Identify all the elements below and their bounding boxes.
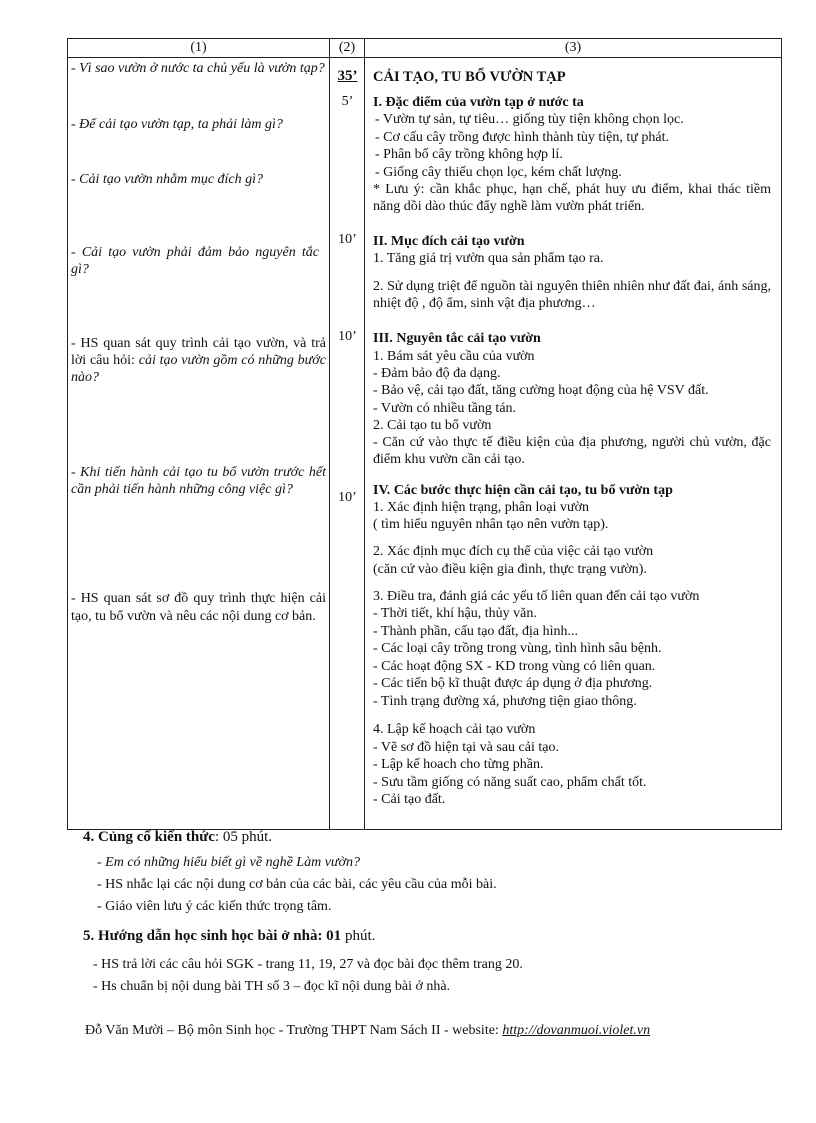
question-2: - Để cải tạo vườn tạp, ta phải làm gì?	[71, 117, 283, 132]
table-body-row	[68, 58, 782, 830]
section-3-line-5: 2. Cải tạo tu bổ vườn	[373, 418, 492, 433]
section-4-step-4-line-3: - Sưu tầm giống có năng suất cao, phẩm chất tốt.	[373, 775, 647, 790]
question-7: - HS quan sát sơ đồ quy trình thực hiện cải tạo, tu bổ vườn và nêu các nội dung cơ bản.	[71, 591, 326, 624]
homework-line-1: - HS trả lời các câu hỏi SGK - trang 11, 19, 27 và đọc bài đọc thêm trang 20.	[93, 957, 523, 972]
section-4-step-2-note: (căn cứ vào điều kiện gia đình, thực trạng vườn).	[373, 562, 647, 577]
section-1-line-3: - Phân bố cây trồng không hợp lí.	[375, 147, 563, 162]
content-column	[365, 58, 782, 830]
questions-column	[68, 58, 330, 830]
section-4-step-4-line-4: - Cải tạo đất.	[373, 792, 446, 807]
homework-heading: 5. Hướng dẫn học sinh học bài ở nhà: 01 phút.	[83, 928, 376, 944]
section-3-line-6: - Căn cứ vào thực tế điều kiện của địa phương, người chủ vườn, đặc điểm khu vườn cần cải tạo.	[373, 435, 771, 468]
section-4-step-3-line-6: - Tình trạng đường xá, phương tiện giao thông.	[373, 694, 637, 709]
section-4-step-3-line-5: - Các tiến bộ kĩ thuật được áp dụng ở địa phương.	[373, 676, 653, 691]
section-3-line-2: - Đảm bảo độ đa dạng.	[373, 366, 501, 381]
section-3-heading: III. Nguyên tắc cải tạo vườn	[373, 331, 541, 346]
homework-line-2: - Hs chuẩn bị nội dung bài TH số 3 – đọc kĩ nội dung bài ở nhà.	[93, 979, 451, 994]
section-1-line-2: - Cơ cấu cây trồng được hình thành tùy tiện, tự phát.	[375, 130, 669, 145]
question-4: - Cải tạo vườn phải đảm bảo nguyên tắc gì?	[71, 245, 319, 277]
section-4-step-4: 4. Lập kế hoạch cải tạo vườn	[373, 722, 536, 737]
website-link[interactable]: http://dovanmuoi.violet.vn	[502, 1023, 651, 1038]
section-4-step-2: 2. Xác định mục đích cụ thể của việc cải tạo vườn	[373, 544, 654, 559]
section-4-step-4-line-2: - Lập kế hoach cho từng phần.	[373, 757, 544, 772]
section-1-line-1: - Vườn tự sản, tự tiêu… giống tùy tiện không chọn lọc.	[375, 112, 684, 127]
question-6: - Khi tiến hành cải tạo tu bổ vườn trước hết cần phải tiến hành những công việc gì?	[71, 465, 326, 497]
lesson-table	[67, 38, 782, 830]
section-4-heading: IV. Các bước thực hiện cần cải tạo, tu bổ vườn tạp	[373, 483, 673, 498]
column-header-1: (1)	[68, 39, 330, 58]
question-5: - HS quan sát quy trình cải tạo vườn, và trả lời câu hỏi: cải tạo vườn gồm có những bước nào?	[71, 336, 326, 385]
section-3-line-1: 1. Bám sát yêu cầu của vườn	[373, 349, 535, 364]
footer-text: Đỗ Văn Mười – Bộ môn Sinh học - Trường THPT Nam Sách II - website:	[85, 1023, 503, 1038]
section-4-step-1: 1. Xác định hiện trạng, phân loại vườn	[373, 500, 589, 515]
section-4-step-4-line-1: - Vẽ sơ đồ hiện tại và sau cải tạo.	[373, 740, 559, 755]
page-footer	[85, 1023, 650, 1039]
question-3: - Cải tạo vườn nhằm mục đích gì?	[71, 172, 264, 187]
question-1: - Vì sao vườn ở nước ta chủ yếu là vườn tạp?	[71, 61, 325, 76]
section-2-line-2: 2. Sử dụng triệt để nguồn tài nguyên thiên nhiên như đất đai, ánh sáng, nhiệt độ , độ ẩm, sinh vật địa phương…	[373, 279, 771, 312]
consolidation-line-2: - HS nhắc lại các nội dung cơ bản của các bài, các yêu cầu của mỗi bài.	[97, 877, 497, 892]
column-header-3: (3)	[365, 39, 782, 58]
column-header-2: (2)	[330, 39, 365, 58]
section-4-step-3-line-2: - Thành phần, cấu tạo đất, địa hình...	[373, 624, 579, 639]
section-4-step-3-line-1: - Thời tiết, khí hậu, thủy văn.	[373, 606, 537, 621]
table-header-row	[68, 39, 782, 58]
consolidation-heading: 4. Củng cố kiến thức: 05 phút.	[83, 829, 273, 845]
section-1-note: * Lưu ý: cần khắc phục, hạn chế, phát huy ưu điểm, khai thác tiềm năng dồi dào thúc đẩy nghề làm vườn phát triển.	[373, 182, 771, 215]
section-3-line-3: - Bảo vệ, cải tạo đất, tăng cường hoạt động của hệ VSV đất.	[373, 383, 709, 398]
section-2-heading: II. Mục đích cải tạo vườn	[373, 234, 525, 249]
section-4-step-3-line-4: - Các hoạt động SX - KD trong vùng có liên quan.	[373, 659, 656, 674]
consolidation-line-3: - Giáo viên lưu ý các kiến thức trọng tâm.	[97, 899, 332, 914]
total-time: 35’	[337, 68, 358, 84]
time-section-3: 10’	[338, 329, 357, 344]
section-2-line-1: 1. Tăng giá trị vườn qua sản phẩm tạo ra.	[373, 251, 604, 266]
time-section-2: 10’	[338, 232, 357, 247]
time-column	[330, 58, 365, 830]
consolidation-line-1: - Em có những hiểu biết gì về nghề Làm vườn?	[97, 855, 361, 870]
section-1-heading: I. Đặc điểm của vườn tạp ở nước ta	[373, 95, 584, 110]
section-1-line-4: - Giống cây thiếu chọn lọc, kém chất lượng.	[375, 165, 622, 180]
section-3-line-4: - Vườn có nhiều tầng tán.	[373, 401, 517, 416]
time-section-1: 5’	[341, 94, 354, 109]
section-4-step-3: 3. Điều tra, đánh giá các yếu tố liên quan đến cải tạo vườn	[373, 589, 700, 604]
section-4-step-1-note: ( tìm hiểu nguyên nhân tạo nên vườn tạp).	[373, 517, 609, 532]
time-section-4: 10’	[338, 490, 357, 505]
section-4-step-3-line-3: - Các loại cây trồng trong vùng, tình hình sâu bệnh.	[373, 641, 662, 656]
lesson-title: CẢI TẠO, TU BỔ VƯỜN TẠP	[373, 69, 566, 85]
